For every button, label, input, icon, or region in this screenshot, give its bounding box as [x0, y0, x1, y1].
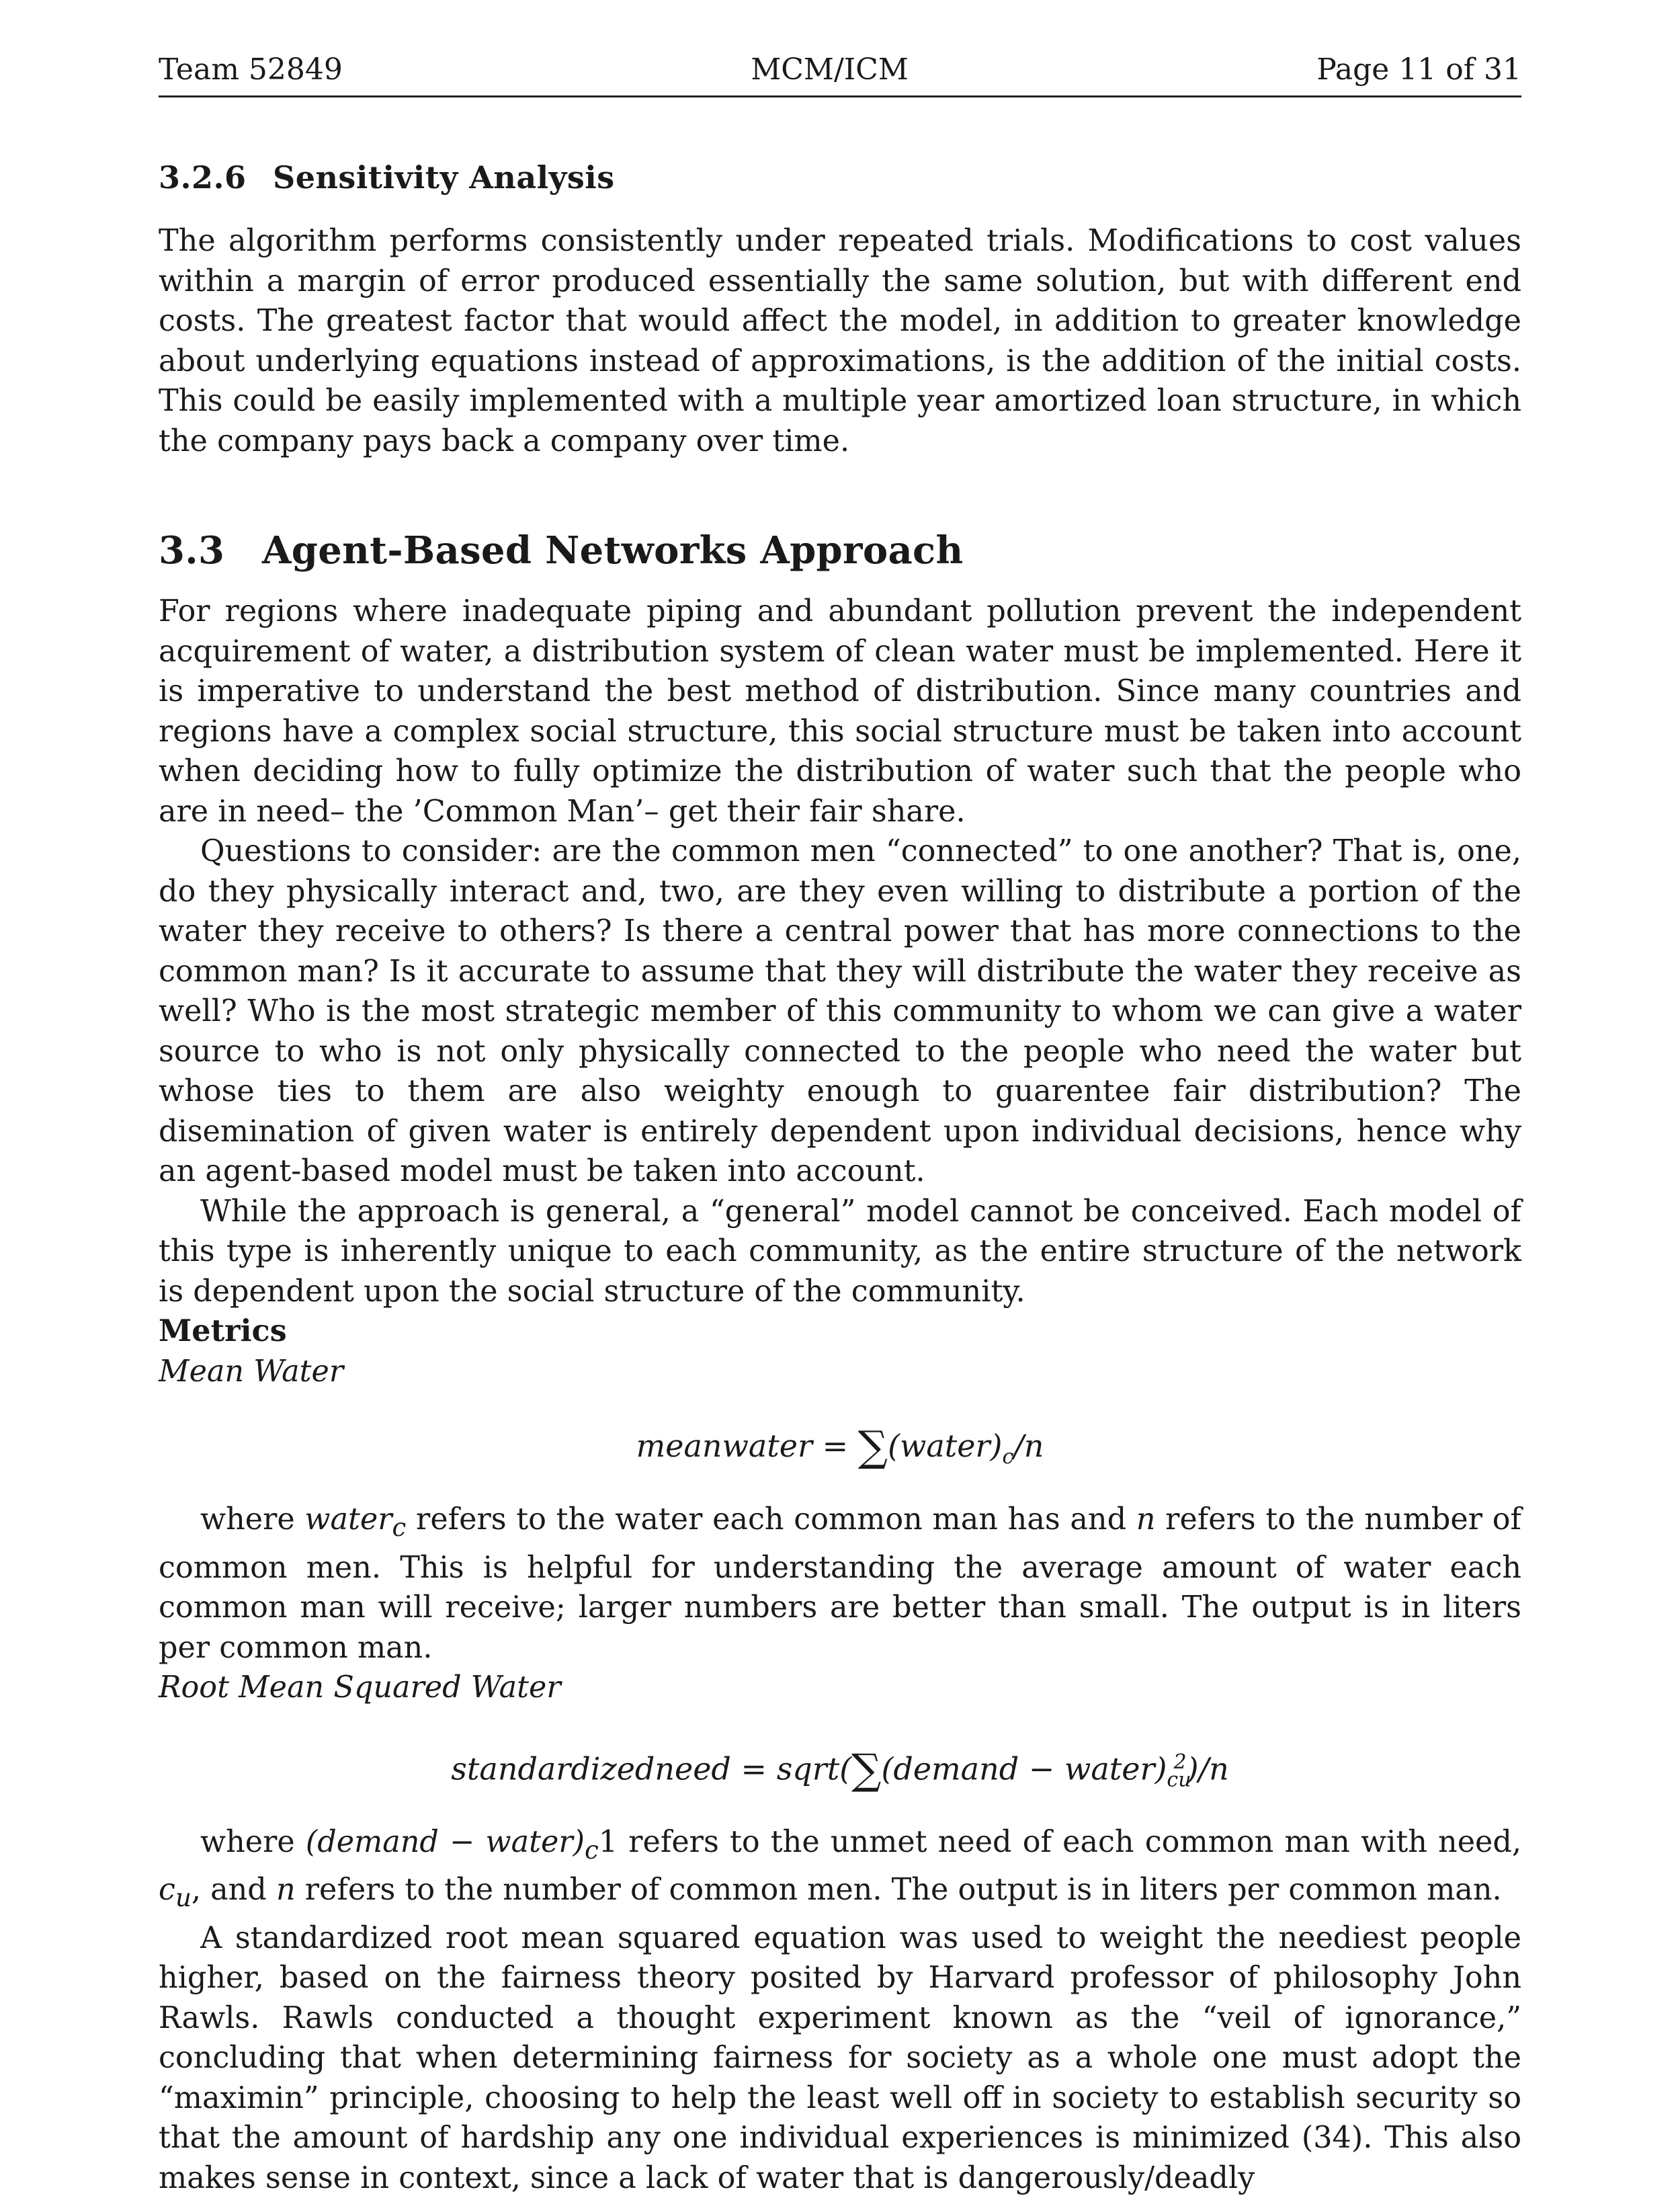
- header-contest: MCM/ICM: [751, 52, 909, 87]
- desc-text: refers to the number of common men. This is helpful for understanding the average amount of water each common man will receive; larger numbers are better than small. The output is in liters per common man.: [159, 1502, 1522, 1665]
- eq-equals: =: [741, 1750, 767, 1787]
- eq-lhs: standardizedneed: [451, 1750, 731, 1787]
- section-heading: [159, 528, 1521, 573]
- rms-water-label: Root Mean Squared Water: [159, 1670, 561, 1705]
- section-paragraph: While the approach is general, a “general” model cannot be conceived. Each model of this type is inherently unique to each community, as the entire structure of the network is dependent upon the social structure of the community.: [159, 1194, 1521, 1309]
- header-page-number: Page 11 of 31: [1316, 52, 1521, 87]
- eq-equals: =: [822, 1428, 849, 1464]
- desc-text: , and: [191, 1873, 276, 1908]
- rms-water-description: [159, 1822, 1521, 1918]
- eq-lhs: meanwater: [636, 1428, 812, 1464]
- sigma-symbol: ∑: [851, 1744, 882, 1793]
- desc-text: 1 refers to the unmet need of each common man with need,: [598, 1825, 1521, 1860]
- paper-page: [159, 48, 1521, 2198]
- desc-cu: c: [159, 1873, 175, 1908]
- eq-tail: /n: [1013, 1428, 1044, 1464]
- sensitivity-paragraph: The algorithm performs consistently under repeated trials. Modifications to cost values within a margin of error produced essentially the same solution, but with different end costs. The greatest factor that would affect the model, in addition to greater knowledge about underlying equations instead of approximations, is the addition of the initial costs. This could be easily implemented with a multiple year amortized loan structure, in which the company pays back a company over time.: [159, 224, 1521, 458]
- desc-var-sub: c: [392, 1513, 407, 1543]
- desc-n: n: [1136, 1502, 1156, 1537]
- metrics-heading: Metrics: [159, 1313, 287, 1348]
- subsection-title: Sensitivity Analysis: [273, 159, 615, 196]
- eq-subscript: cu: [1167, 1768, 1191, 1792]
- desc-text: refers to the water each common man has and: [406, 1502, 1136, 1537]
- rawls-paragraph: A standardized root mean squared equation was used to weight the neediest people higher, based on the fairness theory posited by Harvard professor of philosophy John Rawls. Rawls conducted a thought experiment known as the “veil of ignorance,” concluding that when determining fairness for society as a whole one must adopt the “maximin” principle, choosing to help the least well off in society to establish security so that the amount of hardship any one individual experiences is minimized (34). This also makes sense in context, since a lack of water that is dangerously/deadly: [159, 1920, 1521, 2195]
- desc-text: refers to the number of common men. The output is in liters per common man.: [295, 1873, 1502, 1908]
- eq-subscript: c: [1002, 1445, 1014, 1469]
- rms-water-equation: [159, 1739, 1521, 1804]
- eq-body: (water): [888, 1428, 1003, 1464]
- section-title: Agent-Based Networks Approach: [262, 528, 964, 573]
- running-header: [159, 48, 1521, 97]
- desc-var: water: [304, 1502, 392, 1537]
- mean-water-equation: [159, 1422, 1521, 1481]
- desc-cu-sub: u: [175, 1883, 192, 1913]
- eq-sqrt: sqrt(: [776, 1750, 852, 1787]
- mean-water-label: Mean Water: [159, 1354, 344, 1389]
- desc-text: where: [200, 1502, 305, 1537]
- desc-n: n: [276, 1873, 296, 1908]
- eq-body: (demand − water): [881, 1750, 1167, 1787]
- desc-expr: (demand − water): [305, 1825, 585, 1860]
- section-number: 3.3: [159, 528, 225, 573]
- mean-water-description: [159, 1500, 1521, 1668]
- eq-superscript: 2: [1173, 1750, 1187, 1774]
- desc-text: where: [200, 1825, 306, 1860]
- section-paragraph: For regions where inadequate piping and abundant pollution prevent the independent acquirement of water, a distribution system of clean water must be implemented. Here it is imperative to understand the best method of distribution. Since many countries and regions have a complex social structure, this social structure must be taken into account when deciding how to fully optimize the distribution of water such that the people who are in need– the ’Common Man’– get their fair share.: [159, 594, 1521, 829]
- header-team: Team 52849: [159, 52, 343, 87]
- sigma-symbol: ∑: [857, 1422, 888, 1471]
- section-paragraph: Questions to consider: are the common men “connected” to one another? That is, one, do they physically interact and, two, are they even willing to distribute a portion of the water they receive to others? Is there a central power that has more connections to the common man? Is it accurate to assume that they will distribute the water they receive as well? Who is the most strategic member of this community to whom we can give a water source to who is not only physically connected to the people who need the water but whose ties to them are also weighty enough to guarentee fair distribution? The disemination of given water is entirely dependent upon individual decisions, hence why an agent-based model must be taken into account.: [159, 834, 1521, 1188]
- subsection-heading: [159, 159, 1521, 196]
- subsection-number: 3.2.6: [159, 159, 247, 196]
- desc-expr-sub: c: [585, 1835, 599, 1865]
- eq-tail: )/n: [1186, 1750, 1229, 1787]
